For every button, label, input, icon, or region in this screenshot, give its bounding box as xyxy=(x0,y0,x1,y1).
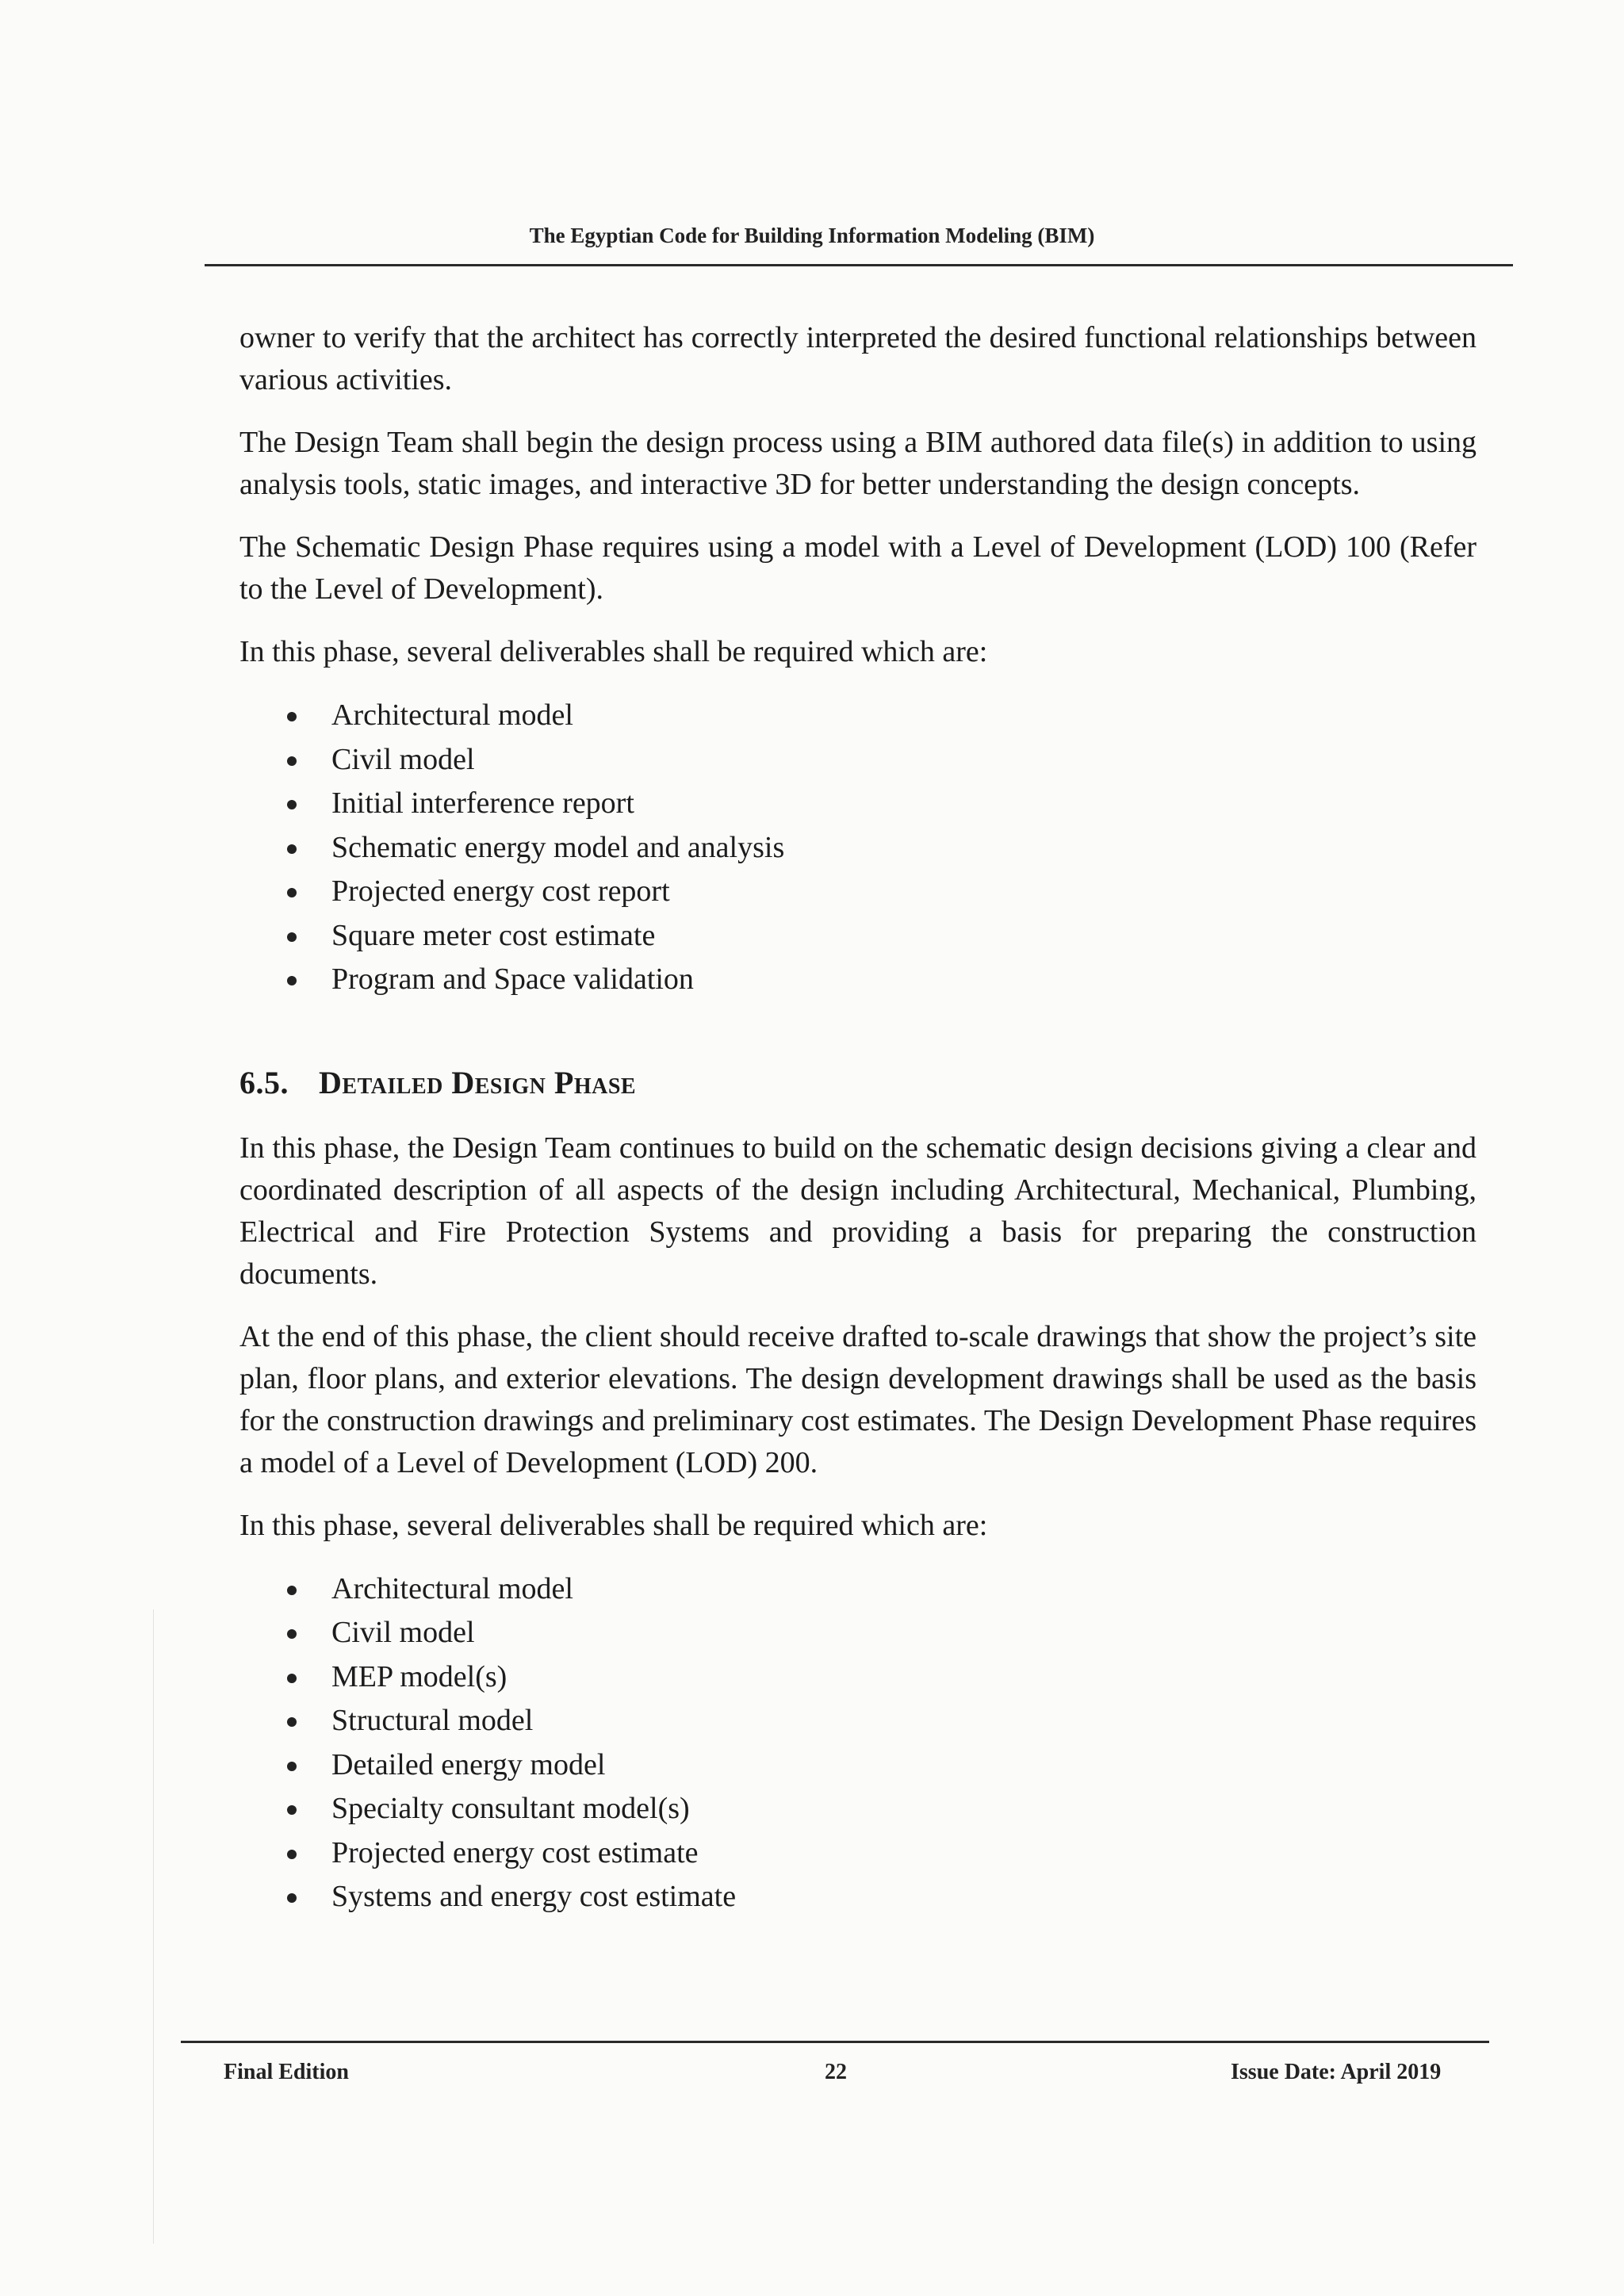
paragraph-2: The Design Team shall begin the design process using a BIM authored data file(s) in addition to using analysis tools, static images, and interactive 3D for better understanding the design concepts. xyxy=(239,426,1477,501)
list-item: Civil model xyxy=(239,1611,1477,1655)
list-item: Projected energy cost report xyxy=(239,870,1477,914)
list-item: Specialty consultant model(s) xyxy=(239,1787,1477,1831)
deliverables-list-schematic xyxy=(239,694,1477,1002)
footer-edition: Final Edition xyxy=(224,2060,349,2084)
section-title: Detailed Design Phase xyxy=(319,1064,637,1100)
deliverables-list-detailed xyxy=(239,1567,1477,1919)
footer-page-number: 22 xyxy=(825,2060,847,2084)
list-item: Systems and energy cost estimate xyxy=(239,1875,1477,1919)
paragraph-5: In this phase, the Design Team continues to build on the schematic design decisions giving a clear and coordinated description of all aspects of the design including Architectural, Mechanical, Plumbing, Electrical and Fire Protection Systems and providing a basis for preparing the construction documents. xyxy=(239,1131,1477,1291)
list-item: Square meter cost estimate xyxy=(239,914,1477,959)
list-item: Projected energy cost estimate xyxy=(239,1831,1477,1876)
paragraph-1: owner to verify that the architect has correctly interpreted the desired functional relationships between various activities. xyxy=(239,321,1477,396)
list-item: Initial interference report xyxy=(239,782,1477,826)
list-item: Architectural model xyxy=(239,1567,1477,1612)
footer-issue-date: Issue Date: April 2019 xyxy=(1231,2060,1442,2084)
list-item: Structural model xyxy=(239,1699,1477,1743)
section-heading xyxy=(239,1059,1477,1107)
scan-margin-line xyxy=(153,1609,154,2244)
list-item: Detailed energy model xyxy=(239,1743,1477,1788)
list-item: Civil model xyxy=(239,738,1477,783)
paragraph-3: The Schematic Design Phase requires using a model with a Level of Development (LOD) 100 (Refer to the Level of Development). xyxy=(239,530,1477,606)
page-content xyxy=(239,317,1477,1919)
list-item: Program and Space validation xyxy=(239,958,1477,1002)
paragraph-6: At the end of this phase, the client should receive drafted to-scale drawings that show the project’s site plan, floor plans, and exterior elevations. The design development drawings shall be used as the basis for the construction drawings and preliminary cost estimates. The Design Development Phase requires a model of a Level of Development (LOD) 200. xyxy=(239,1319,1477,1479)
footer-rule xyxy=(181,2041,1489,2043)
list-item: Schematic energy model and analysis xyxy=(239,826,1477,871)
header-rule xyxy=(205,264,1513,266)
list-item: Architectural model xyxy=(239,694,1477,738)
list-item: MEP model(s) xyxy=(239,1655,1477,1700)
section-number: 6.5. xyxy=(239,1064,289,1100)
paragraph-4: In this phase, several deliverables shall be required which are: xyxy=(239,635,988,668)
running-header: The Egyptian Code for Building Information Modeling (BIM) xyxy=(529,224,1095,247)
paragraph-7: In this phase, several deliverables shall be required which are: xyxy=(239,1508,988,1542)
